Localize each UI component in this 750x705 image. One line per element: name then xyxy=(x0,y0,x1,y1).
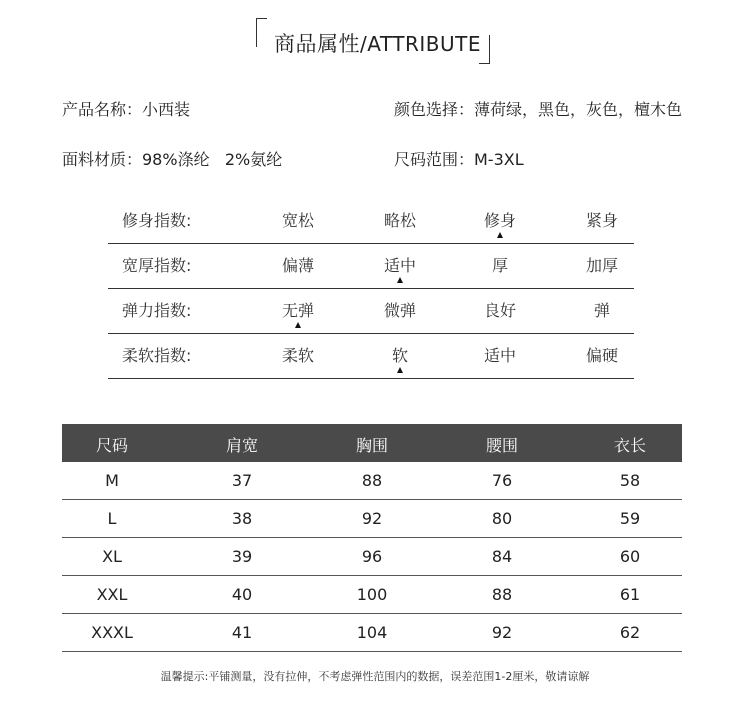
index-marker xyxy=(295,322,301,328)
column-header: 衣长 xyxy=(613,436,647,455)
table-header xyxy=(62,424,682,462)
table-cell: 96 xyxy=(361,547,383,566)
column-header: 腰围 xyxy=(485,436,519,455)
index-label: 弹力指数: xyxy=(122,301,192,320)
page-title xyxy=(274,28,481,58)
index-option: 无弹 xyxy=(281,301,315,320)
table-cell: XXXL xyxy=(91,623,133,642)
index-option: 偏硬 xyxy=(585,346,619,365)
section-header xyxy=(256,18,490,64)
table-cell: 41 xyxy=(231,623,253,642)
table-row xyxy=(62,538,682,576)
index-row xyxy=(108,248,634,289)
column-header: 尺码 xyxy=(95,436,129,455)
table-cell: L xyxy=(107,509,117,528)
product-name: 产品名称：小西装 xyxy=(62,100,191,119)
table-cell: 84 xyxy=(491,547,513,566)
table-cell: 58 xyxy=(619,471,641,490)
index-option: 适中 xyxy=(383,256,417,275)
table-row xyxy=(62,614,682,652)
table-cell: 40 xyxy=(231,585,253,604)
index-option: 软 xyxy=(391,346,409,365)
index-row xyxy=(108,203,634,244)
table-cell: 92 xyxy=(361,509,383,528)
table-cell: 38 xyxy=(231,509,253,528)
measurement-note: 温馨提示:平铺测量，没有拉伸，不考虑弹性范围内的数据，误差范围1-2厘米，敬请谅解 xyxy=(160,670,590,683)
title-en: /ATTRIBUTE xyxy=(360,32,481,56)
index-label: 修身指数: xyxy=(122,211,192,230)
index-option: 微弹 xyxy=(383,301,417,320)
table-cell: 104 xyxy=(356,623,388,642)
table-cell: 100 xyxy=(356,585,388,604)
table-cell: 76 xyxy=(491,471,513,490)
header-bracket-left xyxy=(256,18,267,47)
index-label: 柔软指数: xyxy=(122,346,192,365)
title-cn: 商品属性 xyxy=(274,32,360,56)
index-marker xyxy=(397,277,403,283)
table-cell: 61 xyxy=(619,585,641,604)
table-cell: 88 xyxy=(491,585,513,604)
column-header: 胸围 xyxy=(355,436,389,455)
index-option: 适中 xyxy=(483,346,517,365)
index-label: 宽厚指数: xyxy=(122,256,192,275)
size-table xyxy=(62,424,682,652)
index-row xyxy=(108,293,634,334)
table-cell: 37 xyxy=(231,471,253,490)
table-cell: 80 xyxy=(491,509,513,528)
index-option: 良好 xyxy=(483,301,517,320)
table-cell: 92 xyxy=(491,623,513,642)
table-cell: 60 xyxy=(619,547,641,566)
table-row xyxy=(62,500,682,538)
index-option: 宽松 xyxy=(281,211,315,230)
table-row xyxy=(62,576,682,614)
index-option: 加厚 xyxy=(585,256,619,275)
column-header: 肩宽 xyxy=(225,436,259,455)
size-range: 尺码范围：M-3XL xyxy=(394,150,524,169)
table-cell: M xyxy=(105,471,119,490)
table-cell: 88 xyxy=(361,471,383,490)
table-cell: 39 xyxy=(231,547,253,566)
table-cell: 62 xyxy=(619,623,641,642)
table-row xyxy=(62,462,682,500)
color-options: 颜色选择：薄荷绿，黑色，灰色，檀木色 xyxy=(394,100,683,119)
index-option: 紧身 xyxy=(585,211,619,230)
index-option: 偏薄 xyxy=(281,256,315,275)
index-marker xyxy=(497,232,503,238)
index-marker xyxy=(397,367,403,373)
index-row xyxy=(108,338,634,379)
table-cell: XXL xyxy=(96,585,128,604)
fabric-material: 面料材质：98%涤纶 2%氨纶 xyxy=(62,150,283,169)
index-option: 柔软 xyxy=(281,346,315,365)
table-cell: 59 xyxy=(619,509,641,528)
index-option: 弹 xyxy=(593,301,611,320)
index-option: 修身 xyxy=(483,211,517,230)
index-option: 略松 xyxy=(383,211,417,230)
index-option: 厚 xyxy=(491,256,509,275)
table-cell: XL xyxy=(102,547,122,566)
